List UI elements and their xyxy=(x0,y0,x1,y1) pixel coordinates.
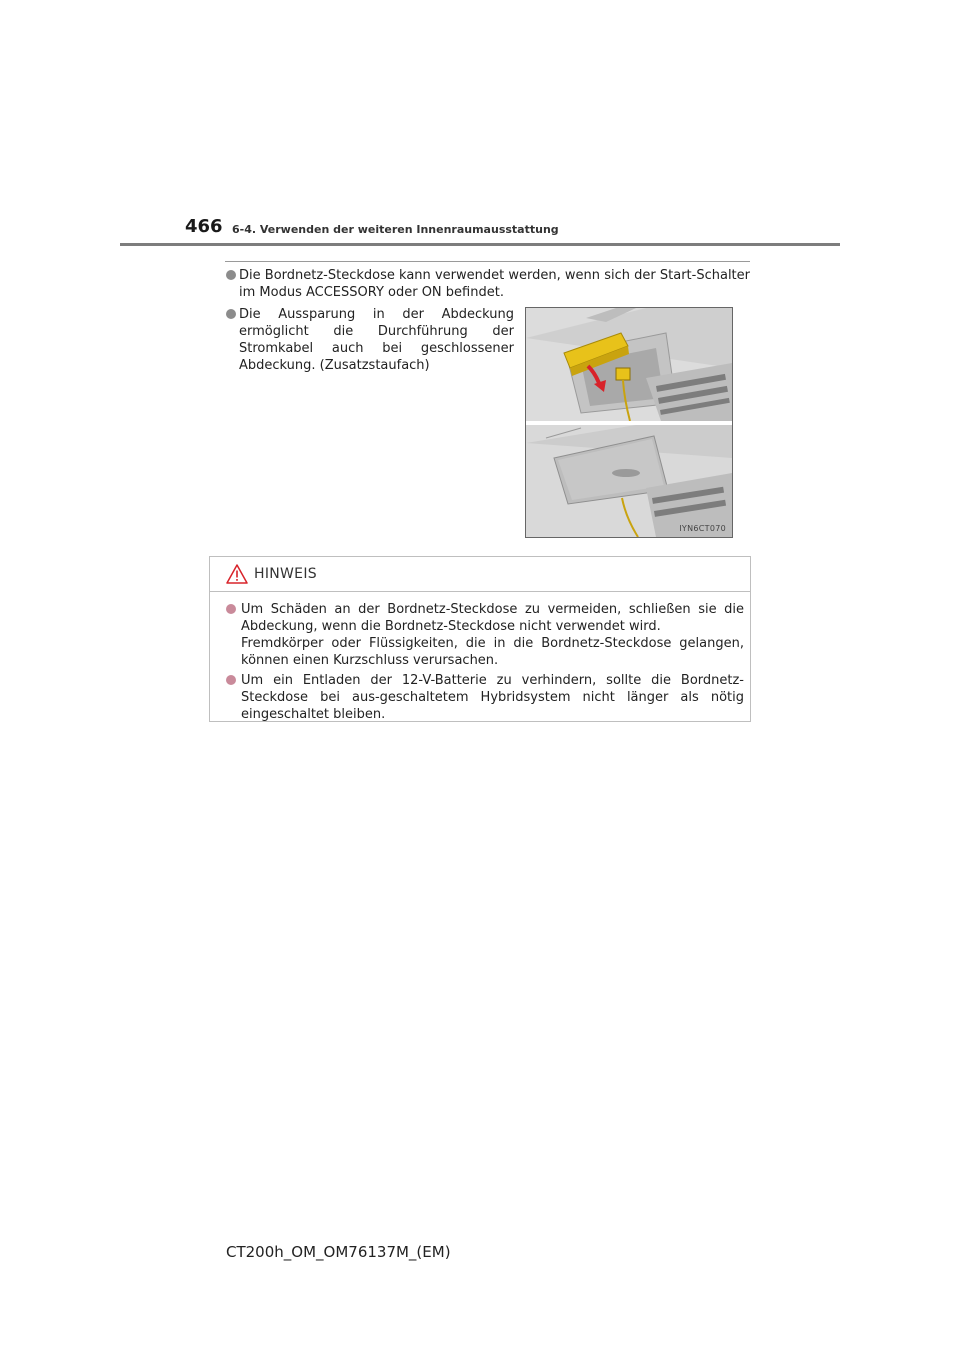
bullet-dot-icon xyxy=(226,675,236,685)
notice-box xyxy=(209,556,751,722)
figure-code: IYN6CT070 xyxy=(679,524,726,533)
notice-text-line: Fremdkörper oder Flüssigkeiten, die in die Bordnetz-Steckdose gelangen, können einen Kurzschluss verursachen. xyxy=(241,636,744,668)
bullet-dot-icon xyxy=(226,270,236,280)
content-top-rule xyxy=(225,261,750,262)
header-rule xyxy=(120,243,840,246)
console-illustration-drawing xyxy=(526,308,732,537)
bullet-text: Die Bordnetz-Steckdose kann verwendet werden, wenn sich der Start-Schalter im Modus ACCESSORY oder ON befindet. xyxy=(239,268,750,300)
notice-text-line: Um ein Entladen der 12-V-Batterie zu verhindern, sollte die Bordnetz-Steckdose bei aus-geschaltetem Hybridsystem nicht länger als nötig eingeschaltet bleiben. xyxy=(241,673,744,722)
console-illustration xyxy=(525,307,733,538)
section-title: 6-4. Verwenden der weiteren Innenraumausstattung xyxy=(232,223,559,236)
bullet-dot-icon xyxy=(226,604,236,614)
notice-header xyxy=(210,557,750,592)
notice-title: HINWEIS xyxy=(254,566,317,582)
bullet-item xyxy=(226,306,514,374)
page-number: 466 xyxy=(185,216,223,237)
footer-doc-code: CT200h_OM_OM76137M_(EM) xyxy=(226,1243,451,1261)
bullet-text: Die Aussparung in der Abdeckung ermöglicht die Durchführung der Stromkabel auch bei geschlossener Abdeckung. (Zusatzstaufach) xyxy=(239,307,514,373)
notice-item xyxy=(226,672,744,723)
bullet-item xyxy=(226,267,750,301)
warning-triangle-icon xyxy=(226,564,248,584)
notice-text xyxy=(226,672,744,723)
notice-text xyxy=(226,601,744,669)
bullet-dot-icon xyxy=(226,309,236,319)
notice-item xyxy=(226,601,744,669)
notice-text-line: Um Schäden an der Bordnetz-Steckdose zu vermeiden, schließen sie die Abdeckung, wenn die Bordnetz-Steckdose nicht verwendet wird. xyxy=(241,602,744,634)
